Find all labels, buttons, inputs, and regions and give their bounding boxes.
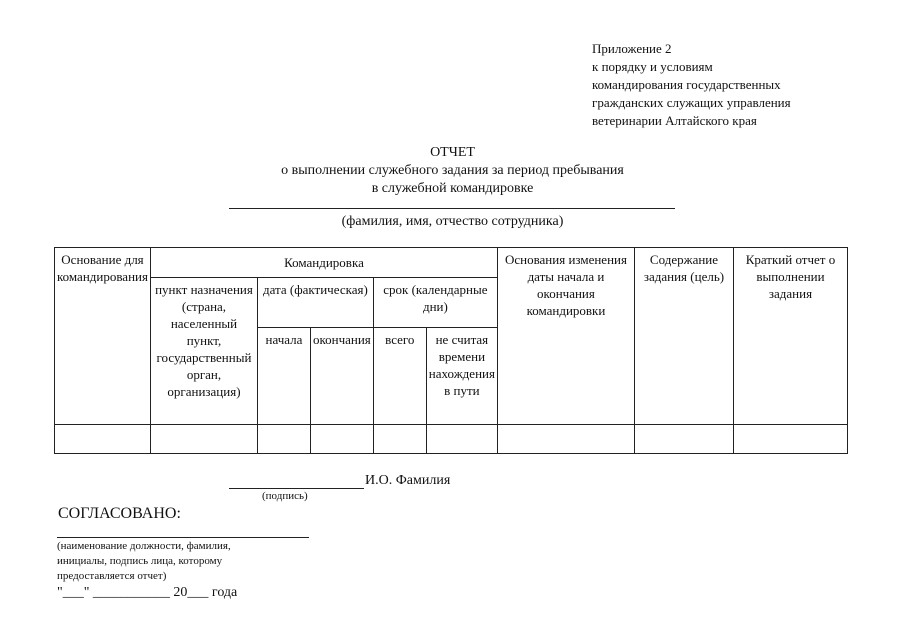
header-date: дата (фактическая) [257,278,373,328]
table-cell[interactable] [373,425,426,454]
employee-name-caption: (фамилия, имя, отчество сотрудника) [341,214,564,229]
header-destination: пункт назначения (страна, населенный пункт, государственный орган, организация) [150,278,257,425]
approver-caption-line: инициалы, подпись лица, которому [57,555,223,567]
approver-caption [57,539,231,584]
table-cell[interactable] [310,425,373,454]
header-trip: Командировка [150,248,497,278]
table-cell[interactable] [257,425,310,454]
header-start: начала [257,328,310,425]
title-line-1: о выполнении служебного задания за период пребывания [281,163,624,178]
report-table [54,247,848,454]
appendix-line: Приложение 2 [592,41,672,56]
appendix-line: гражданских служащих управления [592,95,791,110]
title-heading: ОТЧЕТ [430,145,475,160]
table-cell[interactable] [150,425,257,454]
agreed-label: СОГЛАСОВАНО: [58,505,181,522]
header-task: Содержание задания (цель) [634,248,733,425]
appendix-line: ветеринарии Алтайского края [592,113,757,128]
table-cell[interactable] [634,425,733,454]
title-line-2: в служебной командировке [371,181,534,196]
approver-caption-line: (наименование должности, фамилия, [57,540,231,552]
table-cell[interactable] [497,425,634,454]
signer-name: И.О. Фамилия [365,473,451,488]
appendix-line: командирования государственных [592,77,781,92]
signature-caption: (подпись) [262,490,308,502]
table-row [55,425,848,454]
approver-caption-line: предоставляется отчет) [57,570,167,582]
approver-line[interactable] [57,537,309,538]
document-title [0,144,905,198]
appendix-reference [592,40,791,130]
header-basis: Основание для командирования [55,248,151,425]
table-cell[interactable] [733,425,847,454]
header-total: всего [373,328,426,425]
header-term: срок (календарные дни) [373,278,497,328]
header-excl-travel: не считая времени нахождения в пути [426,328,497,425]
date-line[interactable]: "___" ___________ 20___ года [57,585,238,600]
employee-name-line [229,208,675,209]
header-brief-report: Краткий отчет о выполнении задания [733,248,847,425]
table-cell[interactable] [55,425,151,454]
header-change-basis: Основания изменения даты начала и окончания командировки [497,248,634,425]
appendix-line: к порядку и условиям [592,59,713,74]
header-end: окончания [310,328,373,425]
signature-line[interactable] [229,488,364,489]
table-cell[interactable] [426,425,497,454]
